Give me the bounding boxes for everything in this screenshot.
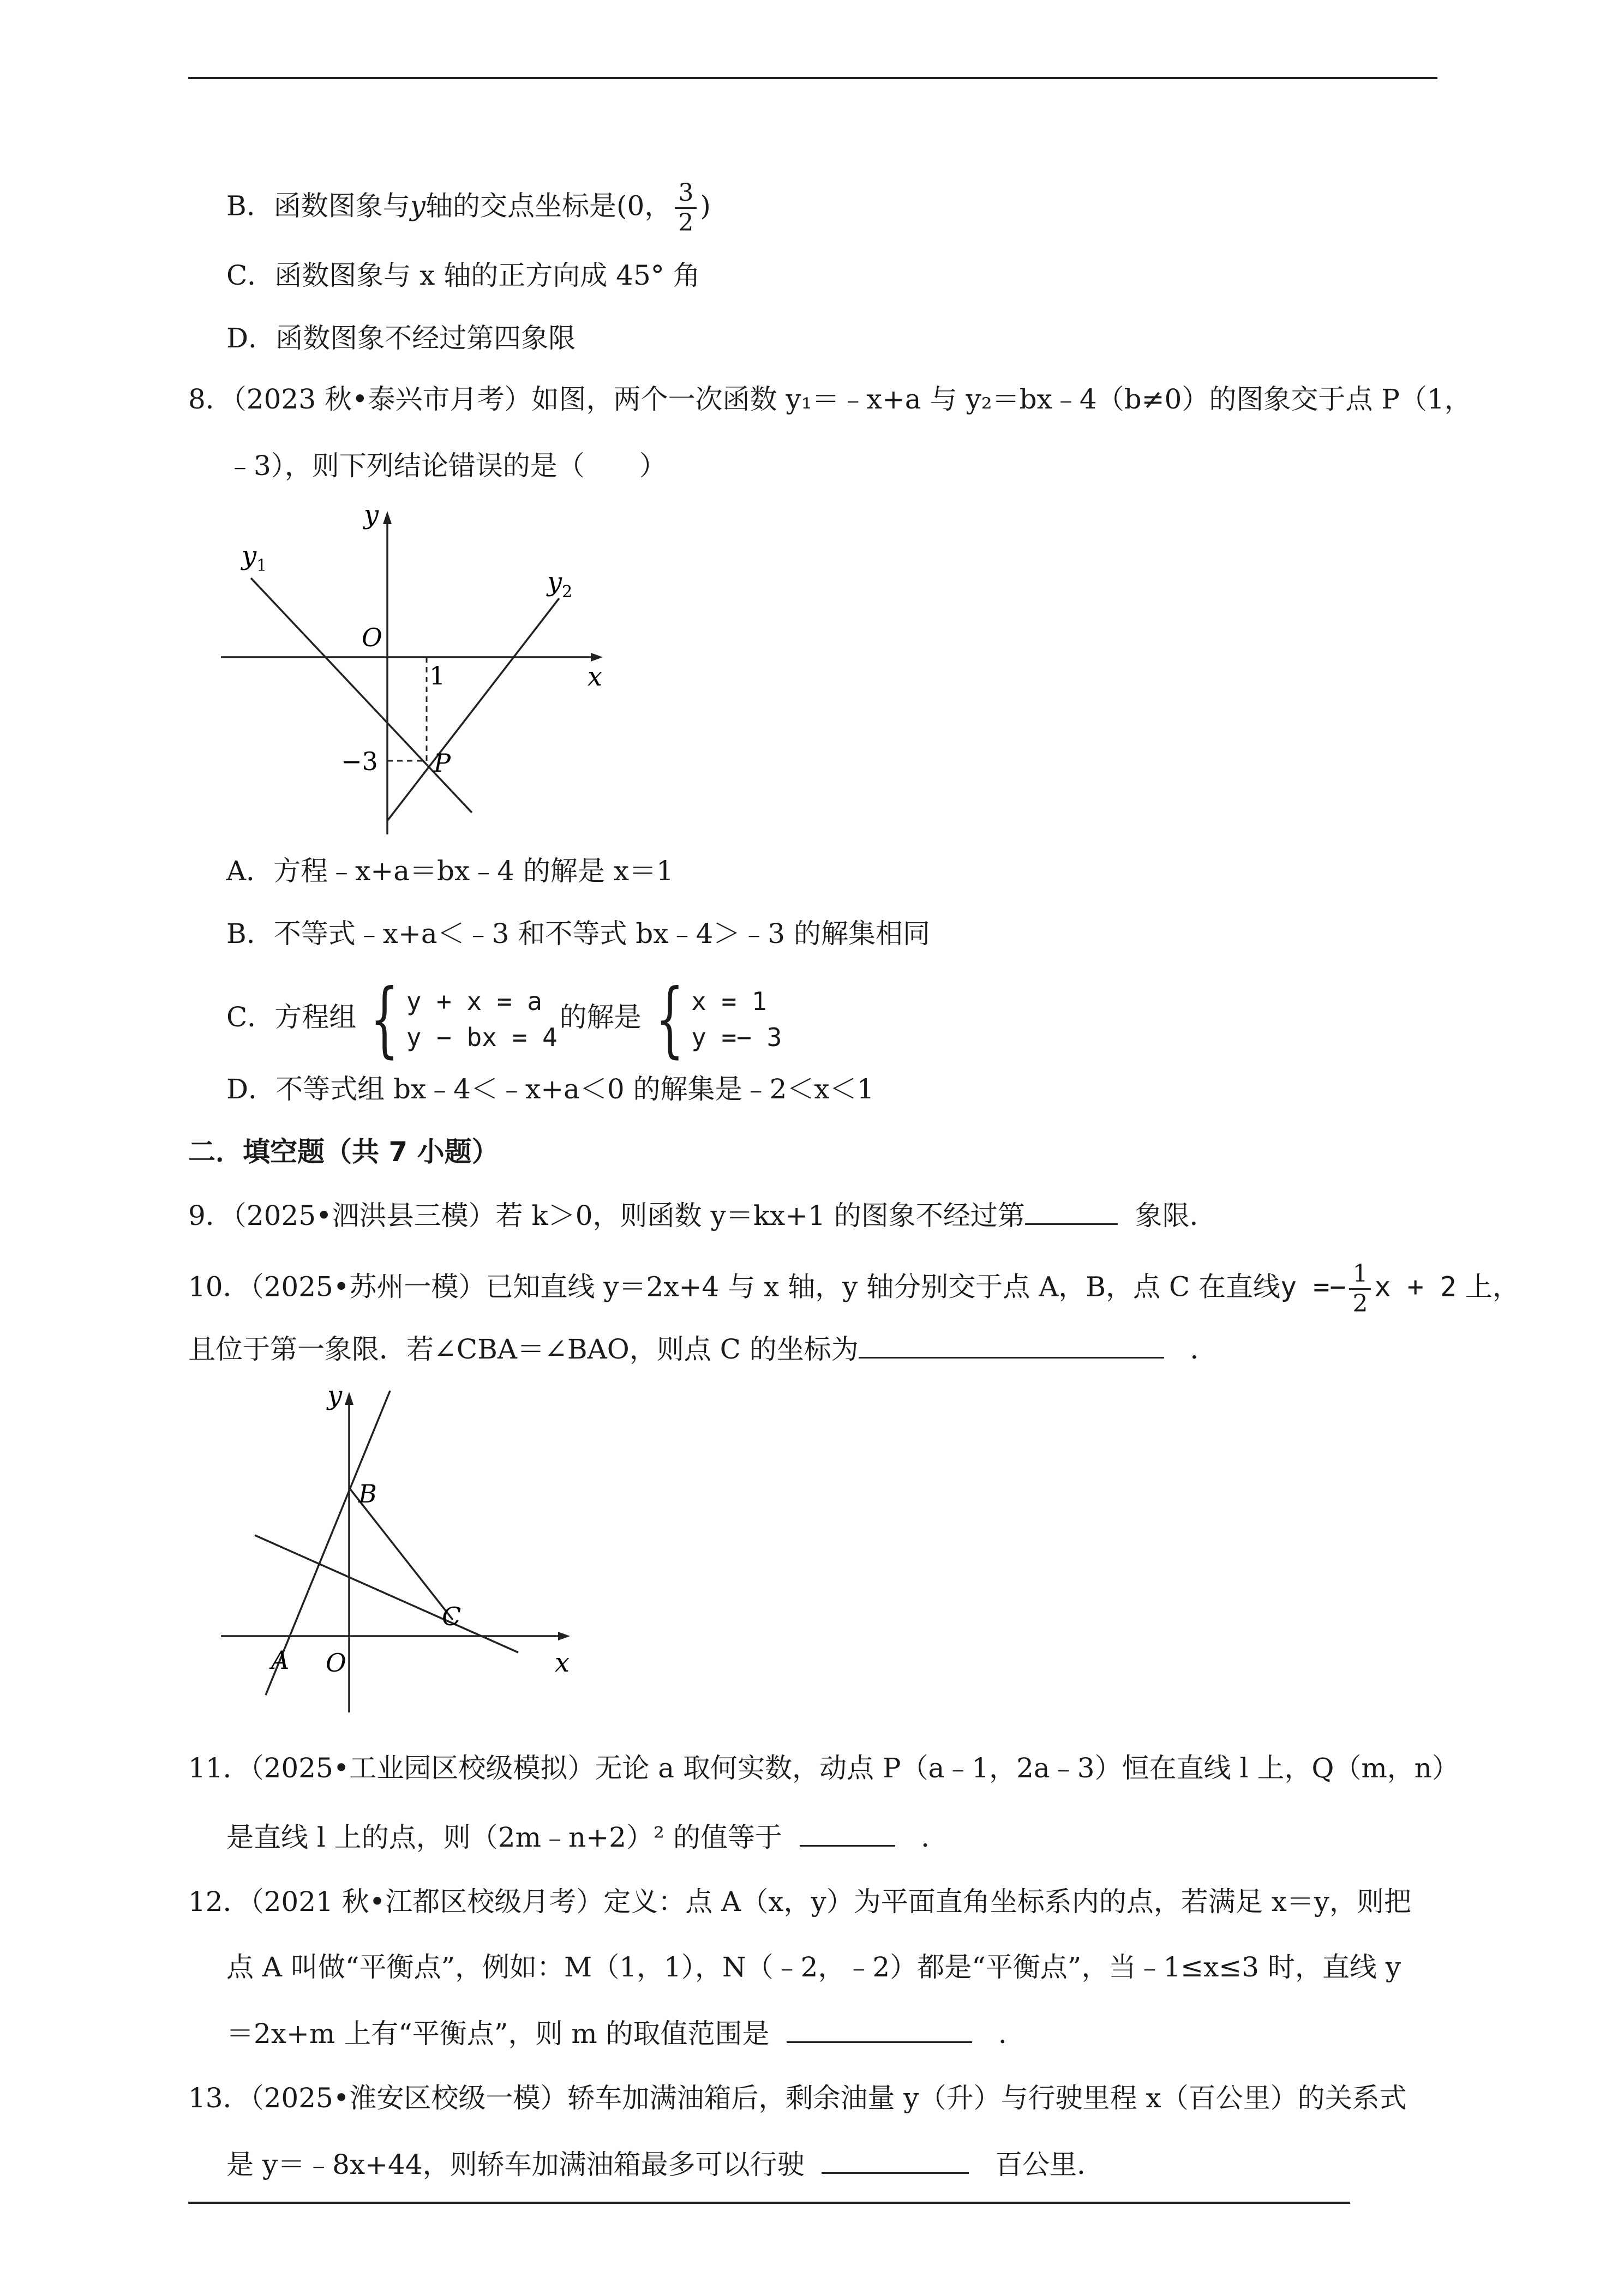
q7-option-d: D．函数图象不经过第四象限 bbox=[226, 322, 576, 354]
y2-label: $y_2$ bbox=[547, 567, 573, 602]
section-title: 二．填空题（共 7 小题） bbox=[188, 1136, 499, 1168]
q8-option-c: C．方程组 { y + x = a y − bx = 4 的解是 { x = 1 y =− 3 bbox=[226, 972, 782, 1067]
point-c-label: C bbox=[442, 1602, 462, 1631]
q8-stem-line1: 8．（2023 秋•泰兴市月考）如图，两个一次函数 y₁＝﹣x+a 与 y₂＝bx﹣4（b≠0）的图象交于点 P（1， bbox=[188, 383, 1472, 415]
answer-blank[interactable] bbox=[859, 1331, 1164, 1359]
q9: 9．（2025•泗洪县三模）若 k＞0，则函数 y＝kx+1 的图象不经过第 象限． bbox=[188, 1197, 1217, 1233]
y-axis-label: y bbox=[364, 500, 379, 530]
line-y2 bbox=[387, 598, 559, 821]
q12-line1: 12．（2021 秋•江都区校级月考）定义：点 A（x，y）为平面直角坐标系内的点，若满足 x＝y，则把 bbox=[188, 1886, 1412, 1918]
tick-label-y: −3 bbox=[341, 747, 378, 776]
answer-blank[interactable] bbox=[800, 1819, 895, 1847]
origin-label: O bbox=[326, 1648, 346, 1678]
q12-line2: 点 A 叫做“平衡点”，例如：M（1，1），N（﹣2，﹣2）都是“平衡点”，当﹣1≤x≤3 时，直线 y bbox=[226, 1951, 1401, 1983]
x-axis-arrow bbox=[591, 653, 603, 662]
answer-blank[interactable] bbox=[787, 2015, 972, 2043]
q8-option-b: B．不等式﹣x+a＜﹣3 和不等式 bx﹣4＞﹣3 的解集相同 bbox=[226, 918, 930, 949]
fraction: $\frac{3}{2}$ bbox=[675, 179, 697, 237]
q8-option-a: A．方程﹣x+a＝bx﹣4 的解是 x＝1 bbox=[226, 855, 674, 887]
q10-line1: 10．（2025•苏州一模）已知直线 y＝2x+4 与 x 轴，y 轴分别交于点 A，B，点 C 在直线y =− $\frac{1}{2}$ x + 2 上， bbox=[188, 1260, 1520, 1318]
q11-line1: 11．（2025•工业园区校级模拟）无论 a 取何实数，动点 P（a﹣1，2a﹣3）恒在直线 l 上，Q（m，n） bbox=[188, 1752, 1459, 1784]
origin-label: O bbox=[362, 623, 382, 652]
q10-line2: 且位于第一象限．若∠CBA＝∠BAO，则点 C 的坐标为 ． bbox=[188, 1331, 1217, 1367]
equation-system: { y + x = a y − bx = 4 bbox=[370, 972, 558, 1067]
q7-option-c: C．函数图象与 x 轴的正方向成 45° 角 bbox=[226, 260, 700, 291]
x-axis-arrow bbox=[558, 1632, 570, 1640]
point-b-label: B bbox=[358, 1479, 377, 1508]
q10-figure bbox=[221, 1380, 592, 1718]
answer-blank[interactable] bbox=[822, 2146, 969, 2174]
q7-option-b: B．函数图象与y轴的交点坐标是(0， $\frac{3}{2}$ ) bbox=[226, 179, 711, 237]
y-axis-arrow bbox=[383, 511, 392, 524]
tick-label-x: 1 bbox=[429, 661, 446, 690]
y1-label: $y_1$ bbox=[242, 540, 267, 575]
line-c bbox=[255, 1535, 518, 1652]
fraction: $\frac{1}{2}$ bbox=[1349, 1260, 1371, 1318]
q13-line1: 13．（2025•淮安区校级一模）轿车加满油箱后，剩余油量 y（升）与行驶里程 x（百公里）的关系式 bbox=[188, 2082, 1407, 2114]
solution-system: { x = 1 y =− 3 bbox=[655, 972, 782, 1067]
answer-blank[interactable] bbox=[1025, 1197, 1118, 1225]
x-axis-label: x bbox=[588, 662, 603, 692]
q8-option-d: D．不等式组 bx﹣4＜﹣x+a＜0 的解集是﹣2＜x＜1 bbox=[226, 1073, 874, 1105]
q12-line3: ＝2x+m 上有“平衡点”，则 m 的取值范围是 ． bbox=[226, 2015, 1026, 2051]
q8-stem-line2: ﹣3），则下列结论错误的是（ ） bbox=[226, 450, 667, 482]
q13-line2: 是 y＝﹣8x+44，则轿车加满油箱最多可以行驶 百公里． bbox=[226, 2146, 1104, 2182]
x-axis-label: x bbox=[555, 1648, 570, 1678]
point-a-label: A bbox=[271, 1645, 290, 1675]
footer-rule bbox=[188, 2202, 1350, 2204]
y-axis-arrow bbox=[345, 1392, 353, 1405]
point-p-label: P bbox=[434, 748, 451, 778]
header-rule bbox=[188, 77, 1437, 79]
y-axis-label: y bbox=[327, 1380, 343, 1411]
q11-line2: 是直线 l 上的点，则（2m﹣n+2）² 的值等于 ． bbox=[226, 1819, 948, 1855]
q8-figure bbox=[221, 499, 614, 837]
